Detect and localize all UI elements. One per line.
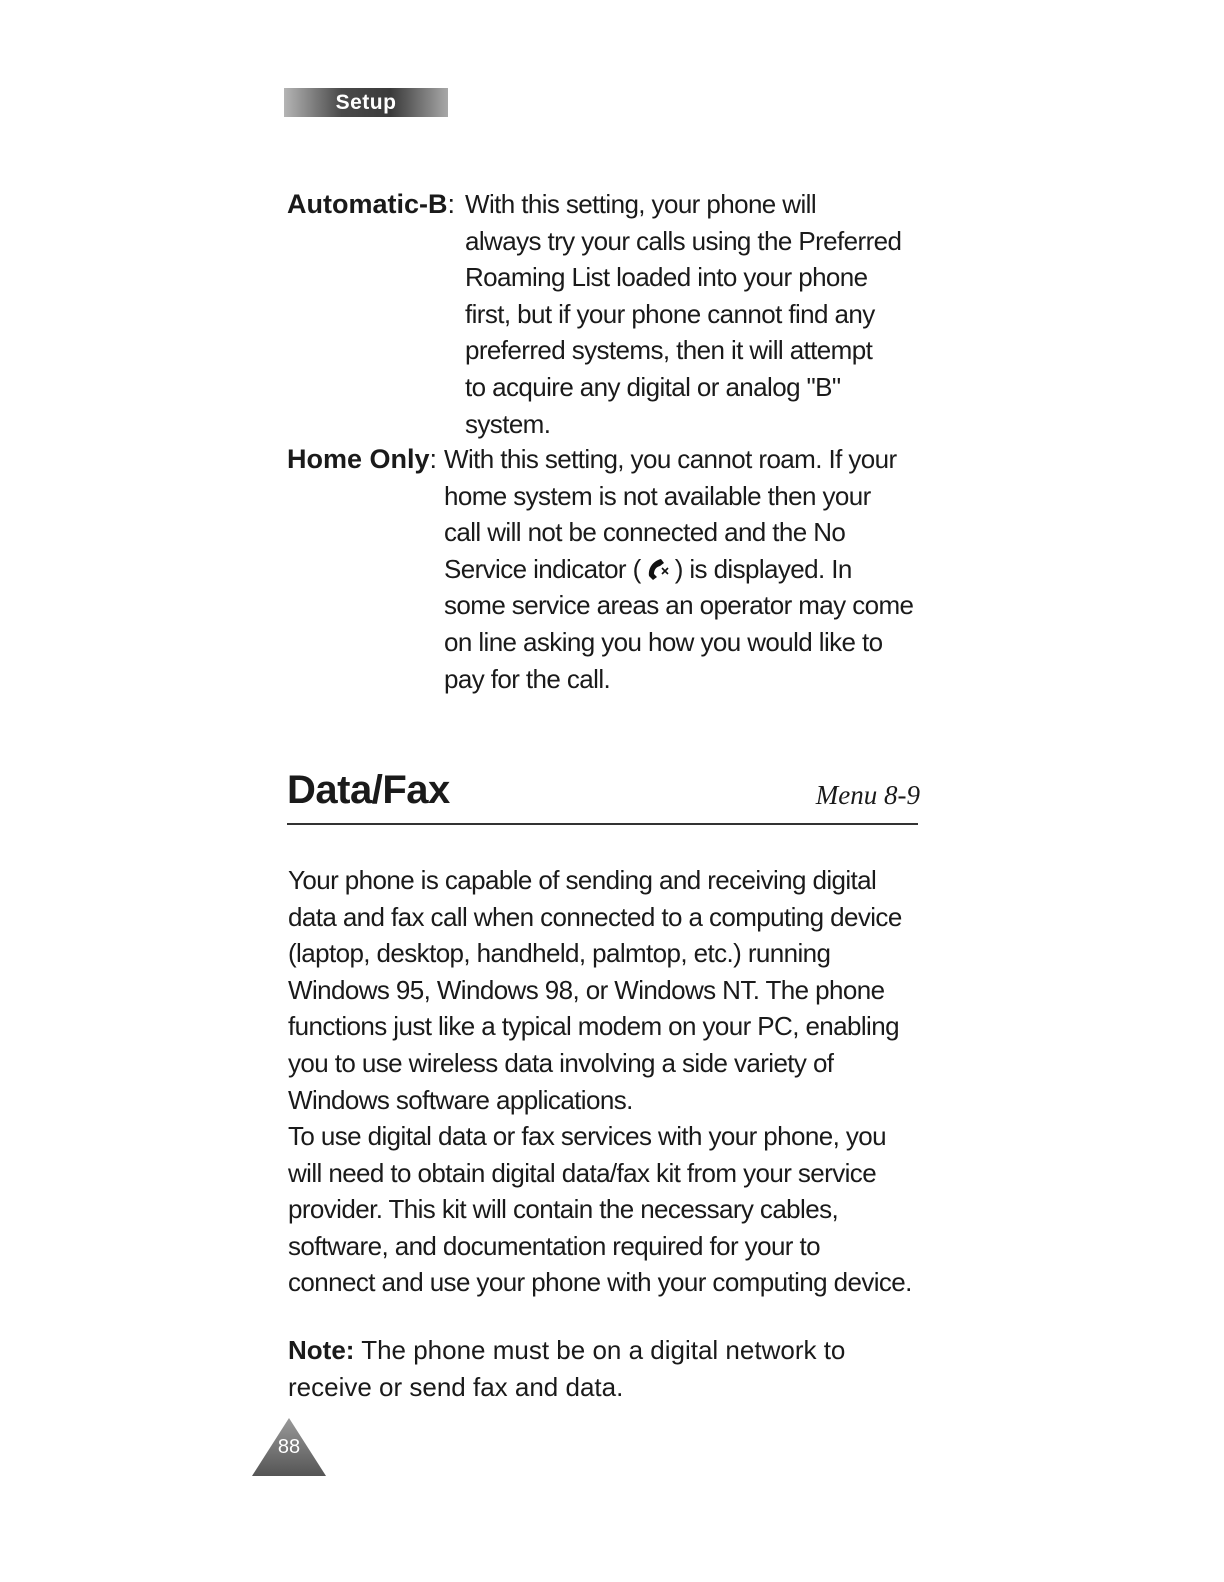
section-tab-setup: Setup: [284, 88, 448, 117]
desc-line: always try your calls using the Preferred: [465, 225, 902, 256]
desc-fragment: Service indicator (: [444, 553, 641, 584]
section-divider: [287, 823, 918, 825]
para-line: Windows 95, Windows 98, or Windows NT. The phone: [288, 974, 885, 1005]
page-number: 88: [277, 1436, 301, 1458]
note-text: The phone must be on a digital network to: [354, 1335, 846, 1365]
note-label: Note:: [288, 1335, 355, 1365]
desc-line: With this setting, your phone will: [465, 189, 816, 219]
desc-line: preferred systems, then it will attempt: [465, 335, 873, 366]
para-line: Your phone is capable of sending and receiving digital: [288, 865, 877, 895]
term-home-only: [287, 441, 437, 478]
term-colon: :: [429, 444, 438, 474]
desc-line: pay for the call.: [444, 663, 611, 694]
desc-line-with-icon: [444, 551, 913, 588]
term-colon: :: [447, 189, 456, 219]
term-label: Home Only: [287, 444, 430, 474]
note-line-1: [288, 1332, 888, 1369]
para-line: data and fax call when connected to a computing device: [288, 901, 902, 932]
no-service-phone-icon: [645, 555, 671, 581]
para-line: To use digital data or fax services with your phone, you: [288, 1121, 886, 1151]
para-line: connect and use your phone with your computing device.: [288, 1267, 912, 1298]
note: [288, 1332, 888, 1405]
term-label: Automatic-B: [287, 189, 448, 219]
para-line: Windows software applications.: [288, 1084, 633, 1115]
para-line: (laptop, desktop, handheld, palmtop, etc.) running: [288, 938, 831, 969]
definition-home-only: [444, 441, 913, 697]
desc-fragment: ) is displayed. In: [674, 553, 852, 584]
note-line-2: receive or send fax and data.: [288, 1371, 624, 1402]
term-automatic-b: [287, 186, 455, 223]
para-line: will need to obtain digital data/fax kit from your service: [288, 1157, 877, 1188]
para-line: software, and documentation required for your to: [288, 1230, 820, 1261]
para-line: provider. This kit will contain the necessary cables,: [288, 1194, 839, 1225]
menu-reference: Menu 8-9: [815, 780, 920, 810]
desc-line: to acquire any digital or analog "B": [465, 371, 841, 402]
para-line: functions just like a typical modem on your PC, enabling: [288, 1011, 899, 1042]
definition-automatic-b: [465, 186, 901, 442]
desc-line: on line asking you how you would like to: [444, 626, 883, 657]
desc-line: system.: [465, 408, 551, 439]
desc-line: first, but if your phone cannot find any: [465, 298, 875, 329]
desc-line: With this setting, you cannot roam. If your: [444, 444, 897, 474]
desc-line: home system is not available then your: [444, 480, 871, 511]
section-title: Data/Fax: [287, 768, 450, 812]
desc-line: Roaming List loaded into your phone: [465, 262, 868, 293]
paragraph-2: [288, 1118, 928, 1301]
paragraph-1: [288, 862, 928, 1118]
para-line: you to use wireless data involving a side variety of: [288, 1047, 834, 1078]
desc-line: call will not be connected and the No: [444, 517, 846, 548]
desc-line: some service areas an operator may come: [444, 590, 914, 621]
